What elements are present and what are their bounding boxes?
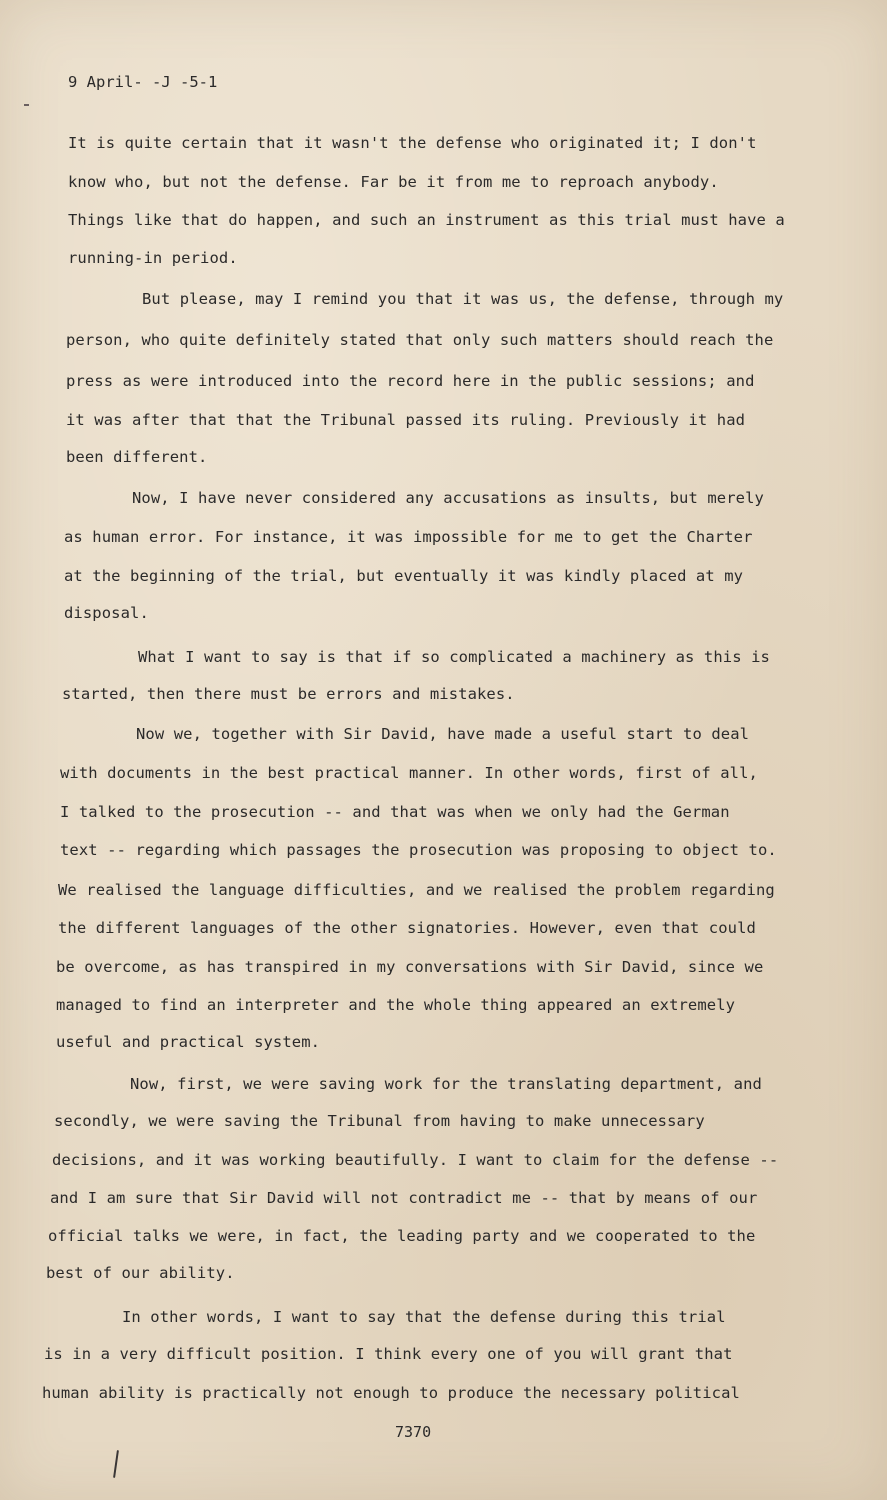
text-line: press as were introduced into the record here in the public sessions; and	[66, 372, 755, 390]
text-line: disposal.	[64, 604, 149, 622]
text-line: with documents in the best practical manner. In other words, first of all,	[60, 764, 758, 782]
text-line: Now we, together with Sir David, have made a useful start to deal	[136, 725, 750, 743]
text-line: best of our ability.	[46, 1264, 235, 1282]
text-line: at the beginning of the trial, but eventually it was kindly placed at my	[64, 567, 744, 585]
text-line: Things like that do happen, and such an instrument as this trial must have a	[68, 211, 785, 229]
page-header: 9 April- -J -5-1	[68, 73, 218, 91]
text-line: But please, may I remind you that it was us, the defense, through my	[142, 290, 784, 308]
text-line: secondly, we were saving the Tribunal from having to make unnecessary	[54, 1112, 705, 1130]
text-line: decisions, and it was working beautifully. I want to claim for the defense --	[52, 1151, 779, 1169]
text-line: useful and practical system.	[56, 1033, 321, 1051]
text-line: person, who quite definitely stated that only such matters should reach the	[66, 331, 774, 349]
text-line: human ability is practically not enough to produce the necessary political	[42, 1384, 740, 1402]
text-line: Now, first, we were saving work for the translating department, and	[130, 1075, 762, 1093]
text-line: What I want to say is that if so complicated a machinery as this is	[138, 648, 770, 666]
text-line: In other words, I want to say that the defense during this trial	[122, 1308, 726, 1326]
text-line: the different languages of the other signatories. However, even that could	[58, 919, 756, 937]
text-line: Now, I have never considered any accusations as insults, but merely	[132, 489, 764, 507]
text-line: as human error. For instance, it was impossible for me to get the Charter	[64, 528, 753, 546]
text-line: running-in period.	[68, 249, 238, 267]
text-line: is in a very difficult position. I think every one of you will grant that	[44, 1345, 733, 1363]
text-line: text -- regarding which passages the prosecution was proposing to object to.	[60, 841, 777, 859]
text-line: been different.	[66, 448, 208, 466]
text-line: started, then there must be errors and mistakes.	[62, 685, 515, 703]
text-line: and I am sure that Sir David will not contradict me -- that by means of our	[50, 1189, 758, 1207]
text-line: official talks we were, in fact, the leading party and we cooperated to the	[48, 1227, 756, 1245]
text-line: I talked to the prosecution -- and that was when we only had the German	[60, 803, 730, 821]
text-line: managed to find an interpreter and the whole thing appeared an extremely	[56, 996, 736, 1014]
text-line: it was after that that the Tribunal passed its ruling. Previously it had	[66, 411, 746, 429]
page-number: 7370	[395, 1423, 432, 1441]
text-line: be overcome, as has transpired in my conversations with Sir David, since we	[56, 958, 764, 976]
text-line: It is quite certain that it wasn't the defense who originated it; I don't	[68, 134, 757, 152]
text-line: We realised the language difficulties, and we realised the problem regarding	[58, 881, 775, 899]
text-line: know who, but not the defense. Far be it from me to reproach anybody.	[68, 173, 719, 191]
